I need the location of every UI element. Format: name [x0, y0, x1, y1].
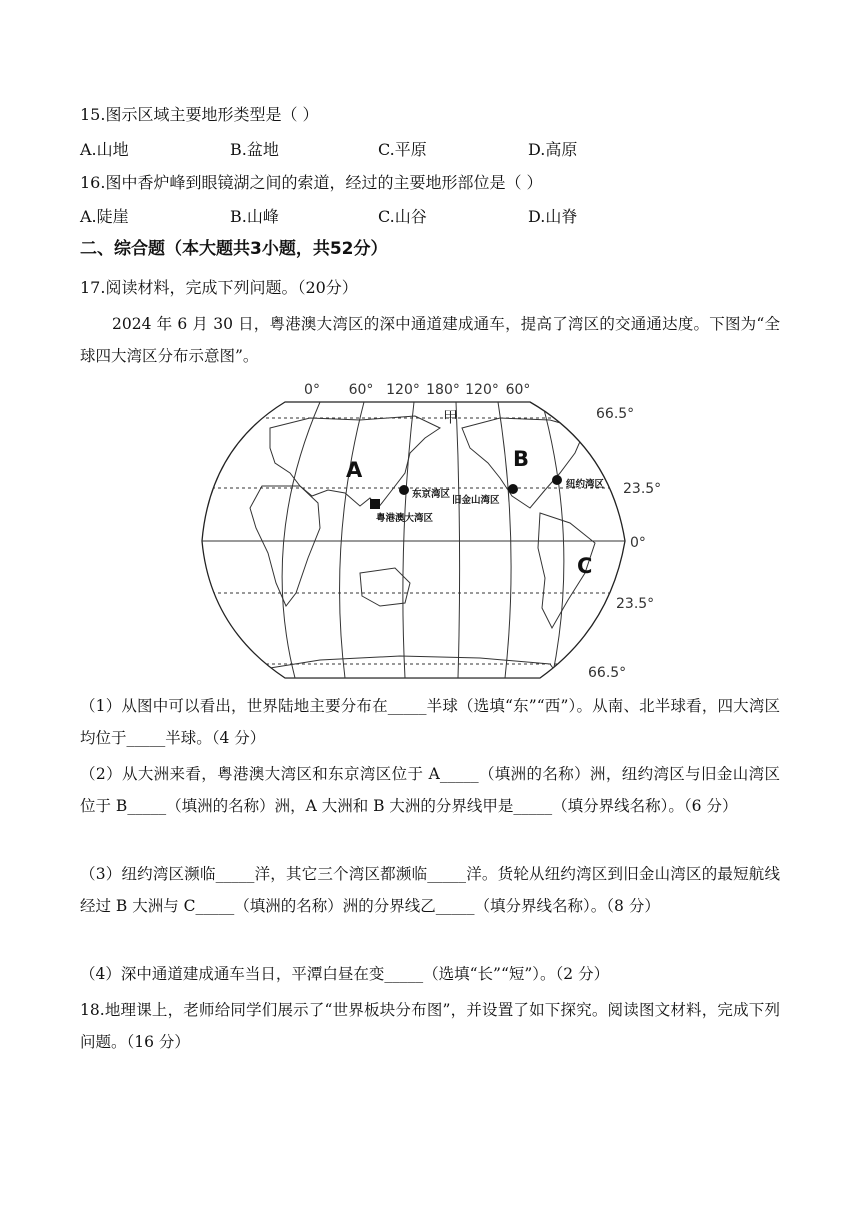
tokyo-bay-label: 东京湾区	[412, 489, 451, 500]
section-heading: 二、综合题（本大题共3小题，共52分）	[80, 239, 388, 259]
q16-option-a: A.陡崖	[80, 207, 129, 226]
gba-label: 粤港澳大湾区	[376, 513, 434, 524]
q15-option-d: D.高原	[528, 140, 578, 159]
ny-bay-label: 纽约湾区	[566, 479, 605, 490]
q15-stem: 15.图示区域主要地形类型是（ ）	[80, 105, 319, 124]
lat-label-66-south: 66.5°	[588, 665, 627, 681]
letter-b: B	[513, 447, 530, 471]
gba-marker	[370, 499, 380, 509]
lon-label-1: 60°	[348, 382, 374, 398]
tokyo-bay-marker	[399, 485, 409, 495]
q17-stem: 17.阅读材料，完成下列问题。（20分）	[80, 278, 358, 297]
q17-material	[80, 308, 780, 372]
q17-sub4: （4）深中通道建成通车当日，平潭白昼在变_____（选填“长”“短”）。（2 分）	[80, 965, 610, 983]
lat-label-66-north: 66.5°	[596, 406, 635, 422]
lon-label-0: 0°	[304, 382, 320, 398]
q17-sub2: （2）从大洲来看，粤港澳大湾区和东京湾区位于 A_____（填洲的名称）洲，纽约湾区与旧金山湾区位于 B_____（填洲的名称）洲，A 大洲和 B 大洲的分界线甲是_____（填分界线名称）。（6 分）	[80, 765, 780, 815]
q17-sub3: （3）纽约湾区濒临_____洋，其它三个湾区都濒临_____洋。货轮从纽约湾区到旧金山湾区的最短航线经过 B 大洲与 C_____（填洲的名称）洲的分界线乙_____（填分界线名称）。（8 分）	[80, 865, 780, 915]
ny-bay-marker	[552, 475, 562, 485]
lon-label-2: 120°	[386, 382, 420, 398]
lon-label-4: 120°	[465, 382, 499, 398]
jia-label: 甲	[443, 408, 459, 426]
letter-c: C	[577, 554, 593, 578]
q15-options	[80, 139, 780, 161]
sf-bay-marker	[508, 484, 518, 494]
lat-label-equator: 0°	[630, 535, 646, 551]
sf-bay-label: 旧金山湾区	[452, 495, 500, 506]
q16-stem: 16.图中香炉峰到眼镜湖之间的索道，经过的主要地形部位是（ ）	[80, 173, 543, 192]
lon-label-3: 180°	[426, 382, 460, 398]
q16-options	[80, 206, 780, 228]
q15-option-c: C.平原	[378, 140, 427, 159]
q18-stem: 18.地理课上，老师给同学们展示了“世界板块分布图”，并设置了如下探究。阅读图文材料，完成下列问题。（16 分）	[80, 1001, 780, 1051]
africa-shape	[250, 486, 320, 606]
q15-option-b: B.盆地	[230, 140, 279, 159]
lat-label-23-north: 23.5°	[623, 481, 662, 497]
q17-material-text: 2024 年 6 月 30 日，粤港澳大湾区的深中通道建成通车，提高了湾区的交通通达度。下图为“全球四大湾区分布示意图”。	[80, 315, 780, 365]
q15-option-a: A.山地	[80, 140, 129, 159]
q16-option-d: D.山脊	[528, 207, 578, 226]
antarctica-shape	[260, 656, 560, 678]
q17-sub1: （1）从图中可以看出，世界陆地主要分布在_____半球（选填“东”“西”）。从南、北半球看，四大湾区均位于_____半球。（4 分）	[80, 697, 780, 747]
lat-label-23-south: 23.5°	[616, 596, 655, 612]
map-outline	[202, 402, 625, 678]
q16-option-c: C.山谷	[378, 207, 427, 226]
letter-a: A	[346, 458, 363, 482]
q16-option-b: B.山峰	[230, 207, 279, 226]
lon-label-5: 60°	[505, 382, 531, 398]
world-bay-areas-map	[200, 378, 670, 684]
